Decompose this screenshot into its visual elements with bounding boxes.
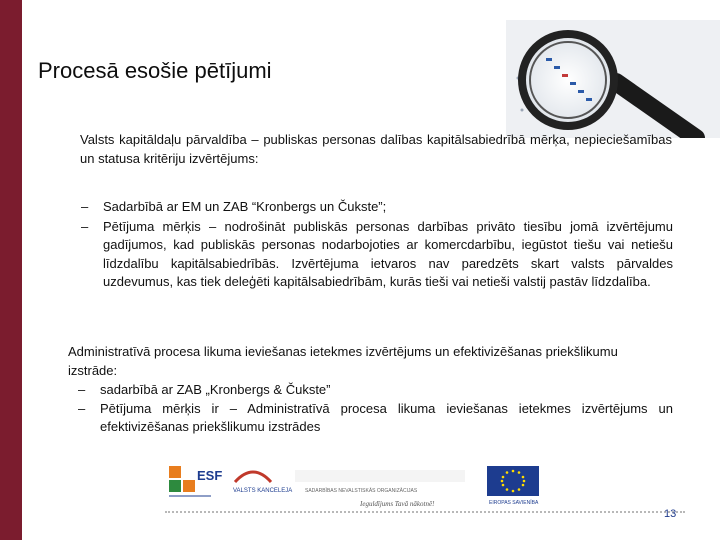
magnifying-glass-graphic [506, 20, 720, 138]
second-bullet-list [78, 381, 673, 437]
list-item [78, 400, 673, 437]
intro-paragraph: Valsts kapitāldaļu pārvaldība – publiskas personas dalības kapitālsabiedrībā mērķa, nepieciešamības un statusa kritēriju izvērtējums: [80, 132, 672, 166]
list-item-text: sadarbībā ar ZAB „Kronbergs & Čukste” [100, 382, 331, 397]
list-item [81, 198, 673, 217]
dash-bullet: – [78, 400, 86, 416]
left-accent-bar [0, 0, 22, 540]
dash-bullet: – [81, 218, 89, 234]
esf-logo [169, 466, 222, 496]
esf-logo-text: ESF [197, 468, 223, 483]
slide-title: Procesā esošie pētījumi [38, 58, 272, 83]
partnership-text: SADARBĪBAS NEVALSTISKĀS ORGANIZĀCIJAS [305, 488, 418, 494]
list-item-text: Sadarbībā ar EM un ZAB “Kronbergs un Čukste”; [103, 199, 387, 214]
second-paragraph: Administratīvā procesa likuma ieviešanas ietekmes izvērtējums un efektivizēšanas priekšlikumu izstrāde: [68, 344, 618, 378]
footer-divider [165, 511, 685, 513]
dash-bullet: – [81, 199, 89, 214]
list-item-text: Pētījuma mērķis – nodrošināt publiskās personas darbības privāto tiesību jomā izvērtējumu gadījumos, kad publiskās personas nodarbojoties ar komercdarbību, iegūstot tiešu vai netiešu līdzdalību kapitālsabiedrībās. Izvērtējuma ietvaros nav paredzēts skart valsts pārvaldes uzdevumus, kas tiek deleģēti kapitālsabiedrībām, kurās tieši vai netieši valstij pastāv līdzdalība. [103, 218, 673, 289]
list-item-text: Pētījuma mērķis ir – Administratīvā procesa likuma ieviešanas ietekmes izvērtējums un efektivizēšanas priekšlikumu izstrādes [100, 400, 673, 434]
valsts-kanceleja-logo [233, 472, 292, 494]
eu-flag-logo [487, 466, 539, 506]
list-item [81, 218, 673, 292]
eu-caption: EIROPAS SAVIENĪBA [489, 500, 539, 506]
valsts-kanceleja-text: VALSTS KANCELEJA [233, 488, 293, 494]
dash-bullet: – [78, 382, 86, 397]
page-number: 13 [664, 508, 677, 520]
first-bullet-list [81, 198, 673, 292]
partnership-logo [295, 470, 465, 508]
list-item [78, 381, 673, 400]
slogan-text: Ieguldījums Tavā nākotnē! [360, 500, 435, 508]
